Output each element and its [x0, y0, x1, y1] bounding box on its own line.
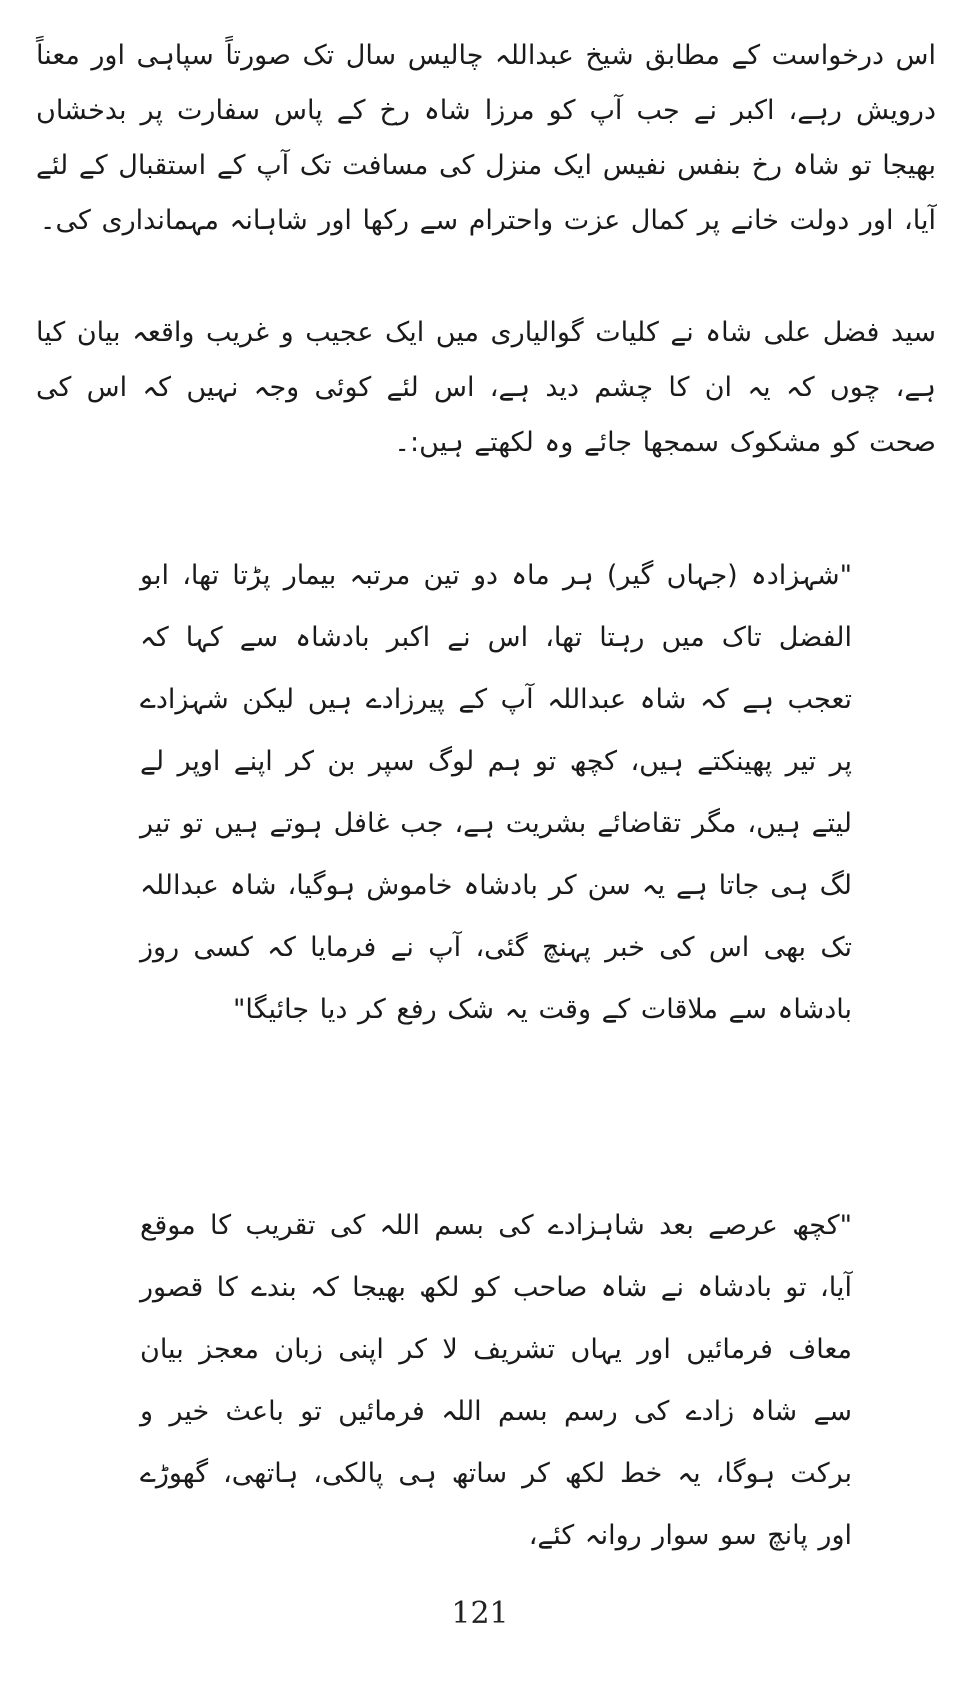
- paragraph-embassy: اس درخواست کے مطابق شیخ عبداللہ چالیس سال تک صورتاً سپاہی اور معناً درویش رہے، اکبر نے جب آپ کو مرزا شاہ رخ کے پاس سفارت پر بدخشاں بھیجا تو شاہ رخ بنفس نفیس ایک منزل کی مسافت تک آپ کے استقبال کے لئے آیا، اور دولت خانے پر کمال عزت واحترام سے رکھا اور شاہانہ مہمانداری کی۔: [36, 40, 936, 236]
- quote-prince-illness: "شہزادہ (جہاں گیر) ہر ماہ دو تین مرتبہ بیمار پڑتا تھا، ابو الفضل تاک میں رہتا تھا، اس نے اکبر بادشاہ سے کہا کہ تعجب ہے کہ شاہ عبداللہ آپ کے پیرزادے ہیں لیکن شہزادے پر تیر پھینکتے ہیں، کچھ تو ہم لوگ سپر بن کر اپنے اوپر لے لیتے ہیں، مگر تقاضائے بشریت ہے، جب غافل ہوتے ہیں تو تیر لگ ہی جاتا ہے یہ سن کر بادشاہ خاموش ہوگیا، شاہ عبداللہ تک بھی اس کی خبر پہنچ گئی، آپ نے فرمایا کہ کسی روز بادشاہ سے ملاقات کے وقت یہ شک رفع کر دیا جائیگا": [140, 560, 852, 1025]
- quote-bismillah-ceremony: "کچھ عرصے بعد شاہزادے کی بسم اللہ کی تقریب کا موقع آیا، تو بادشاہ نے شاہ صاحب کو لکھ بھیجا کہ بندے کا قصور معاف فرمائیں اور یہاں تشریف لا کر اپنی زبان معجز بیان سے شاہ زادے کی رسم بسم اللہ فرمائیں تو باعث خیر و برکت ہوگا، یہ خط لکھ کر ساتھ ہی پالکی، ہاتھی، گھوڑے اور پانچ سو سوار روانہ کئے،: [140, 1210, 852, 1551]
- paragraph-fazl-ali-shah: سید فضل علی شاہ نے کلیات گوالیاری میں ایک عجیب و غریب واقعہ بیان کیا ہے، چوں کہ یہ ان کا چشم دید ہے، اس لئے کوئی وجہ نہیں کہ اس کی صحت کو مشکوک سمجھا جائے وہ لکھتے ہیں:۔: [36, 317, 936, 458]
- page-number: 121: [451, 1596, 509, 1631]
